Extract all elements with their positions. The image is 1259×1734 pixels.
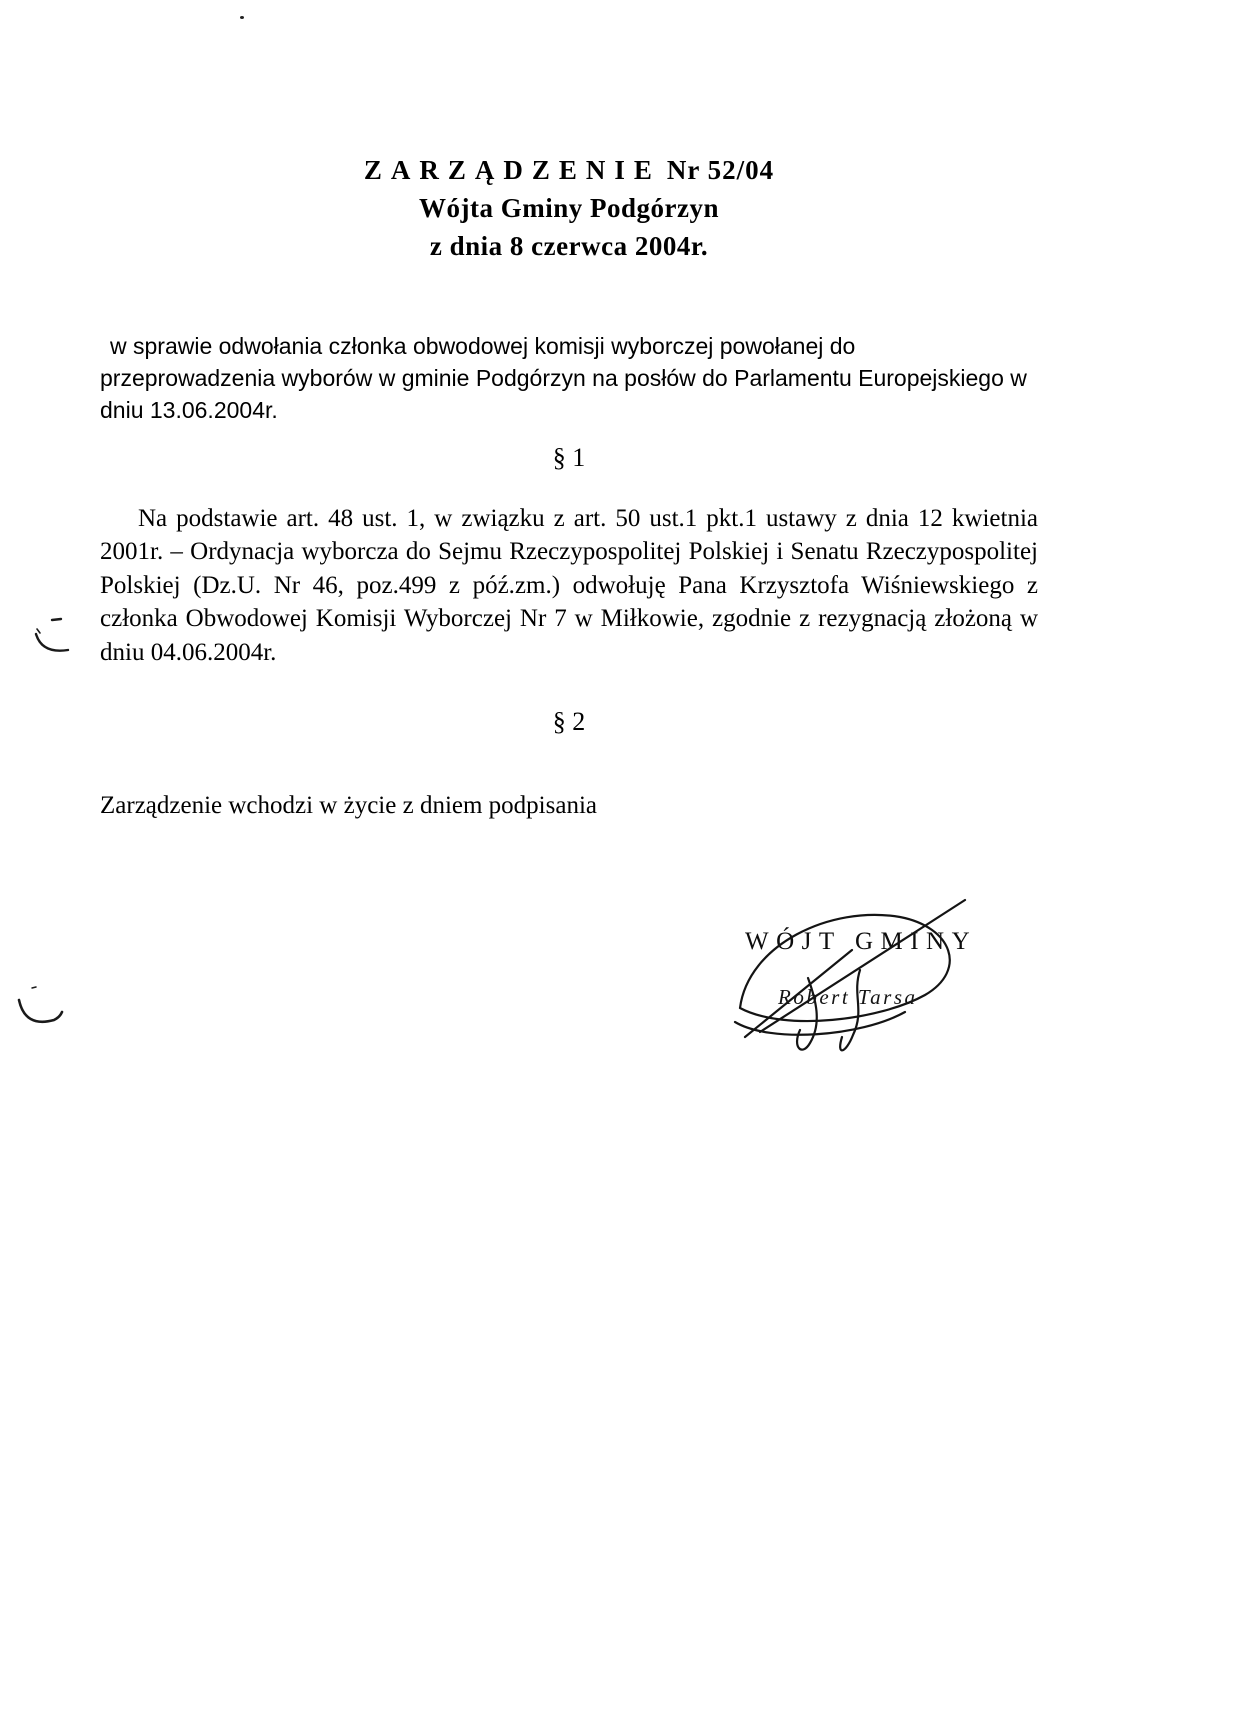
section-2-body: Zarządzenie wchodzi w życie z dniem podpisania <box>100 792 597 819</box>
title-line-ordinance-number <box>100 151 1038 189</box>
margin-pen-mark-icon <box>12 982 66 1038</box>
section-2-heading: § 2 <box>552 707 586 736</box>
title-line-date: z dnia 8 czerwca 2004r. <box>429 231 709 261</box>
stamp-title-text: WÓJT GMINY <box>745 928 978 955</box>
document-title-block <box>100 151 1038 265</box>
margin-pen-mark-icon <box>28 610 80 662</box>
section-1-body: Na podstawie art. 48 ust. 1, w związku z art. 50 ust.1 pkt.1 ustawy z dnia 12 kwietnia 2001r. – Ordynacja wyborcza do Sejmu Rzeczypospolitej Polskiej i Senatu Rzeczypospolitej Polskiej (Dz.U. Nr 46, poz.499 z póź.zm.) odwołuję Pana Krzysztofa Wiśniewskiego z członka Obwodowej Komisji Wyborczej Nr 7 w Miłkowie, zgodnie z rezygnacją złożoną w dniu 04.06.2004r. <box>100 505 1038 666</box>
title-line-issuer: Wójta Gminy Podgórzyn <box>419 193 719 223</box>
subject-paragraph: w sprawie odwołania członka obwodowej komisji wyborczej powołanej do przeprowadzenia wyborów w gminie Podgórzyn na posłów do Parlamentu Europejskiego w dniu 13.06.2004r. <box>100 333 1027 423</box>
title-word: ZARZĄDZENIE <box>363 155 661 185</box>
signature-block <box>690 885 1020 1095</box>
scan-speck-artifact <box>240 16 244 19</box>
section-1-heading: § 1 <box>552 443 586 472</box>
title-number: Nr 52/04 <box>666 155 775 185</box>
signer-name-text: Robert Tarsa <box>778 985 918 1009</box>
